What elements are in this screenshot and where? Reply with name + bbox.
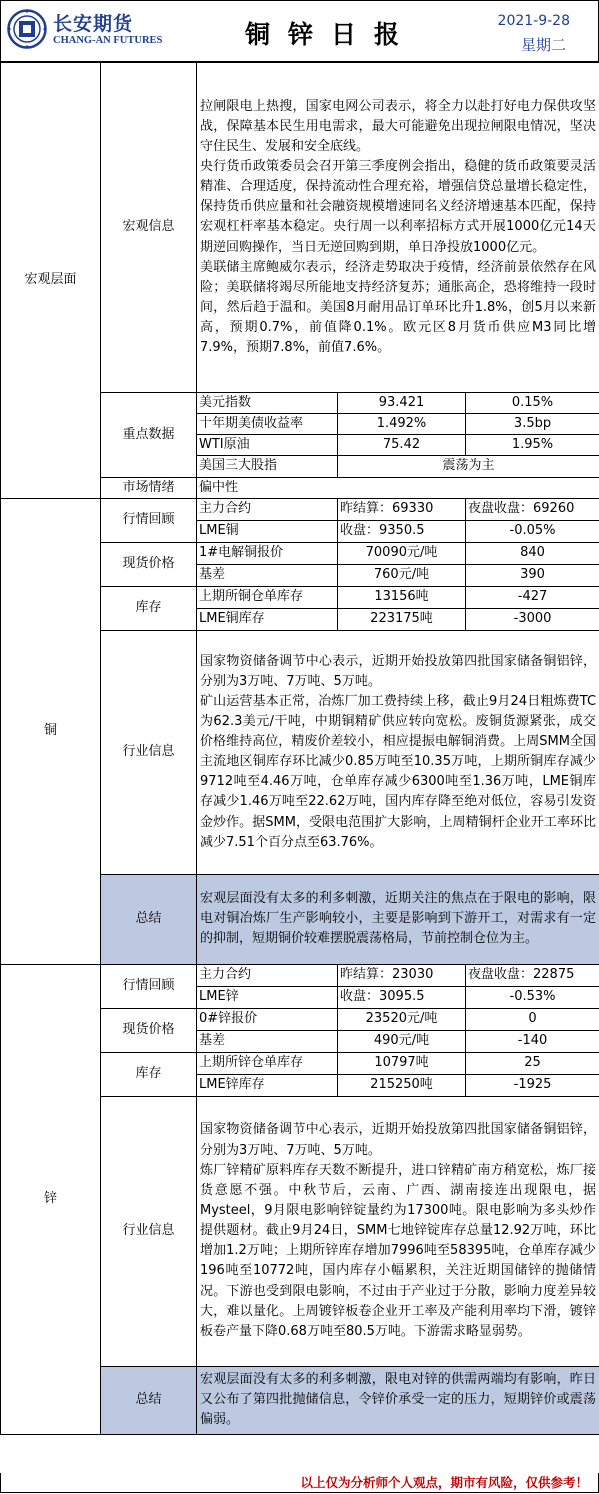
copper-lme-inv-name: LME铜库存: [197, 608, 338, 630]
zinc-industry-paragraph: 炼厂锌精矿原料库存天数不断提升，进口锌精矿南方稍宽松，炼厂接货意愿不强。中秋节后，云南、广西、湖南接连出现限电，据Mysteel，9月限电影响锌锭量约为17300吨。限电影响为多头炒作提供题材。截止9月24日，SMM七地锌锭库存总量12.92万吨，环比增加1.2万吨；上期所锌库存增加7996吨至58395吨，仓单库存减少196吨至10772吨，国内库存小幅累积，关注近期国储锌的抛储情况。下游也受到限电影响，不过由于产业过于分散，影响力度差异较大，难以量化。上周镀锌板卷企业开工率及产能利用率均下滑，镀锌板卷产量下降0.68万吨至80.5万吨。下游需求略显弱势。: [200, 1162, 597, 1339]
copper-basis-change: 390: [466, 564, 599, 586]
zinc-spot-name: 0#锌报价: [197, 1008, 338, 1030]
zinc-lme-change: -0.53%: [466, 986, 599, 1008]
key-data-name: WTI原油: [197, 435, 338, 456]
zinc-spot-change: 0: [466, 1008, 599, 1030]
key-data-change: 3.5bp: [466, 414, 599, 435]
macro-paragraph: 美联储主席鲍威尔表示，经济走势取决于疫情，经济前景依然存在风险；美联储将竭尽所能地支持经济复苏；通胀高企，恐将维持一段时间，然后趋于温和。美国8月耐用品订单环比升1.8%，创5月以来新高，预期0.7%，前值降0.1%。欧元区8月货币供应M3同比增7.9%，预期7.8%，前值7.6%。: [200, 259, 597, 356]
zinc-main-row: [1, 964, 599, 986]
zinc-main-contract: 主力合约: [197, 964, 338, 986]
key-data-label: 重点数据: [101, 393, 197, 478]
copper-spot-label: 现货价格: [101, 542, 197, 586]
copper-industry-paragraph: 矿山运营基本正常，冶炼厂加工费持续上移，截止9月24日粗炼费TC为62.3美元/干吨，中期铜精矿供应转向宽松。废铜货源紧张，成交价格维持高位，精废价差较小，相应提振电解铜消费。上周SMM全国主流地区铜库存环比减少0.85万吨至10.35万吨，上期所铜库存减少9712吨至4.46万吨，仓单库存减少6300吨至1.36万吨，LME铜库存减少1.46万吨至22.62万吨，国内库存降至绝对低位，容易引发资金炒作。据SMM，受限电范围扩大影响，上周精铜杆企业开工率环比减少7.51个百分点至63.76%。: [200, 693, 597, 850]
zinc-industry-label: 行业信息: [101, 1096, 197, 1366]
report-date: 2021-9-28: [497, 13, 570, 29]
copper-shfe-inv-value: 13156吨: [338, 586, 466, 608]
chang-an-logo-icon: [7, 9, 47, 49]
key-data-value: 93.421: [338, 393, 466, 414]
report-title: 铜锌日报: [244, 20, 417, 49]
report-header: [0, 0, 599, 62]
stock-index-name: 美国三大股指: [197, 456, 338, 477]
copper-summary-content: 宏观层面没有太多的利多刺激，近期关注的焦点在于限电的影响，限电对铜冶炼厂生产影响较小，主要是影响到下游开工，对需求有一定的抑制，短期铜价较难摆脱震荡格局，节前控制仓位为主。: [197, 874, 599, 964]
macro-info-row: [1, 63, 599, 393]
copper-spot-change: 840: [466, 542, 599, 564]
zinc-lme-inv-change: -1925: [466, 1074, 599, 1096]
report-table: [0, 62, 599, 1435]
macro-info-label: 宏观信息: [101, 63, 197, 393]
copper-lme-inv-value: 223175吨: [338, 608, 466, 630]
key-data-name: 美元指数: [197, 393, 338, 414]
copper-main-contract: 主力合约: [197, 498, 338, 520]
copper-spot-name: 1#电解铜报价: [197, 542, 338, 564]
macro-info-content: [197, 63, 599, 393]
copper-market-label: 行情回顾: [101, 498, 197, 542]
sentiment-value: 偏中性: [197, 477, 599, 498]
macro-paragraph: 央行货币政策委员会召开第三季度例会指出，稳健的货币政策要灵活精准、合理适度，保持流动性合理充裕，增强信贷总量增长稳定性，保持货币供应量和社会融资规模增速同名义经济增速基本匹配，保持宏观杠杆率基本稳定。央行周一以利率招标方式开展1000亿元14天期逆回购操作，当日无逆回购到期，单日净投放1000亿元。: [200, 159, 597, 255]
copper-section-label: 铜: [1, 498, 101, 964]
copper-shfe-inv-change: -427: [466, 586, 599, 608]
zinc-shfe-inv-value: 10797吨: [338, 1052, 466, 1074]
copper-lme-inv-change: -3000: [466, 608, 599, 630]
zinc-industry-paragraph: 国家物资储备调节中心表示，近期开始投放第四批国家储备铜铝锌，分别为3万吨、7万吨、5万吨。: [200, 1122, 597, 1158]
key-data-value: 75.42: [338, 435, 466, 456]
zinc-section-label: 锌: [1, 964, 101, 1434]
copper-industry-content: [197, 630, 599, 874]
brand-name-cn: 长安期货: [53, 13, 134, 35]
risk-disclaimer: 以上仅为分析师个人观点，期市有风险，仅供参考！: [0, 1473, 599, 1493]
zinc-market-label: 行情回顾: [101, 964, 197, 1008]
copper-main-row: [1, 498, 599, 520]
brand-name-en: CHANG-AN FUTURES: [53, 35, 163, 46]
zinc-basis-change: -140: [466, 1030, 599, 1052]
key-data-change: 1.95%: [466, 435, 599, 456]
copper-summary-label: 总结: [101, 874, 197, 964]
key-data-change: 0.15%: [466, 393, 599, 414]
macro-paragraph: 拉闸限电上热搜，国家电网公司表示，将全力以赴打好电力保供攻坚战，保障基本民生用电需求，最大可能避免出现拉闸限电情况，坚决守住民生、发展和安全底线。: [200, 98, 597, 154]
zinc-lme-inv-value: 215250吨: [338, 1074, 466, 1096]
copper-basis-name: 基差: [197, 564, 338, 586]
zinc-basis-name: 基差: [197, 1030, 338, 1052]
zinc-summary-label: 总结: [101, 1366, 197, 1434]
key-data-value: 1.492%: [338, 414, 466, 435]
stock-index-value: 震荡为主: [338, 456, 599, 477]
zinc-lme-name: LME锌: [197, 986, 338, 1008]
copper-industry-label: 行业信息: [101, 630, 197, 874]
macro-section-label: 宏观层面: [1, 63, 101, 499]
key-data-name: 十年期美债收益率: [197, 414, 338, 435]
zinc-settle: 昨结算：23030: [338, 964, 466, 986]
report-weekday: 星期二: [520, 36, 566, 54]
copper-inventory-label: 库存: [101, 586, 197, 630]
zinc-night-close: 夜盘收盘：22875: [466, 964, 599, 986]
zinc-spot-label: 现货价格: [101, 1008, 197, 1052]
sentiment-label: 市场情绪: [101, 477, 197, 498]
copper-basis-value: 760元/吨: [338, 564, 466, 586]
zinc-spot-value: 23520元/吨: [338, 1008, 466, 1030]
zinc-basis-value: 490元/吨: [338, 1030, 466, 1052]
zinc-inventory-label: 库存: [101, 1052, 197, 1096]
copper-industry-paragraph: 国家物资储备调节中心表示，近期开始投放第四批国家储备铜铝锌，分别为3万吨、7万吨、5万吨。: [200, 653, 597, 689]
zinc-shfe-inv-name: 上期所锌仓单库存: [197, 1052, 338, 1074]
zinc-shfe-inv-change: 25: [466, 1052, 599, 1074]
copper-lme-name: LME铜: [197, 520, 338, 542]
copper-spot-value: 70090元/吨: [338, 542, 466, 564]
zinc-summary-content: 宏观层面没有太多的利多刺激，限电对锌的供需两端均有影响，昨日又公布了第四批抛储信息，令锌价承受一定的压力，短期锌价或震荡偏弱。: [197, 1366, 599, 1434]
copper-lme-change: -0.05%: [466, 520, 599, 542]
copper-night-close: 夜盘收盘：69260: [466, 498, 599, 520]
zinc-industry-content: [197, 1096, 599, 1366]
zinc-lme-inv-name: LME锌库存: [197, 1074, 338, 1096]
copper-lme-close: 收盘：9350.5: [338, 520, 466, 542]
zinc-lme-close: 收盘：3095.5: [338, 986, 466, 1008]
copper-settle: 昨结算：69330: [338, 498, 466, 520]
copper-shfe-inv-name: 上期所铜仓单库存: [197, 586, 338, 608]
